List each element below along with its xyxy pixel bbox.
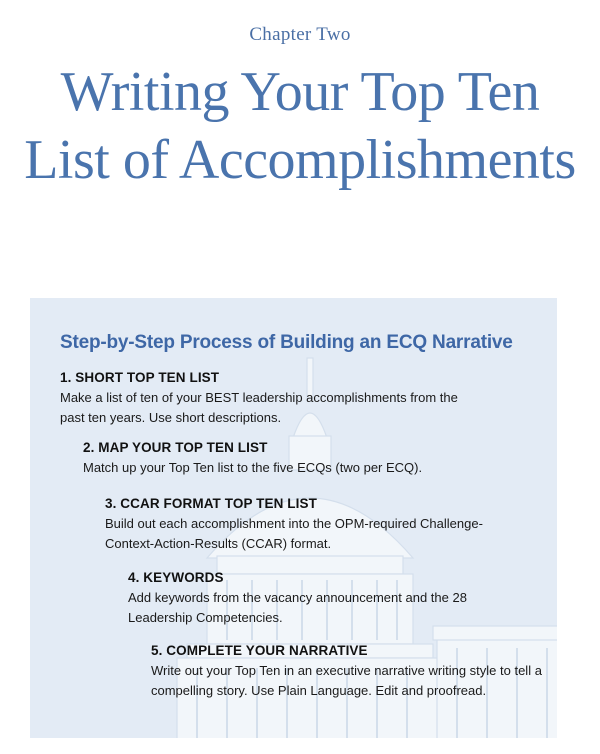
step-5 bbox=[151, 643, 551, 701]
step-description: Match up your Top Ten list to the five ECQs (two per ECQ). bbox=[83, 460, 423, 475]
step-description: Write out your Top Ten in an executive narrative writing style to tell a compelling story. Use Plain Language. Edit and proofread. bbox=[151, 663, 542, 698]
page-title-line-2: List of Accomplishments bbox=[24, 129, 576, 191]
step-title: 5. COMPLETE YOUR NARRATIVE bbox=[151, 643, 368, 658]
step-3 bbox=[105, 496, 525, 554]
step-description: Build out each accomplishment into the OPM-required Challenge-Context-Action-Results (CCAR) format. bbox=[105, 516, 483, 551]
step-title: 1. SHORT TOP TEN LIST bbox=[60, 370, 220, 385]
step-description: Make a list of ten of your BEST leadership accomplishments from the past ten years. Use short descriptions. bbox=[60, 390, 458, 425]
page-title-line-1: Writing Your Top Ten bbox=[60, 61, 540, 123]
ecq-process-panel bbox=[30, 298, 557, 738]
chapter-label: Chapter Two bbox=[249, 24, 351, 45]
page-title bbox=[0, 58, 600, 194]
step-description: Add keywords from the vacancy announcement and the 28 Leadership Competencies. bbox=[128, 590, 467, 625]
step-title: 4. KEYWORDS bbox=[128, 570, 224, 585]
step-2 bbox=[83, 440, 543, 478]
panel-heading: Step-by-Step Process of Building an ECQ Narrative bbox=[60, 332, 513, 353]
step-4 bbox=[128, 570, 508, 628]
step-title: 3. CCAR FORMAT TOP TEN LIST bbox=[105, 496, 317, 511]
step-title: 2. MAP YOUR TOP TEN LIST bbox=[83, 440, 268, 455]
step-1 bbox=[60, 370, 460, 428]
